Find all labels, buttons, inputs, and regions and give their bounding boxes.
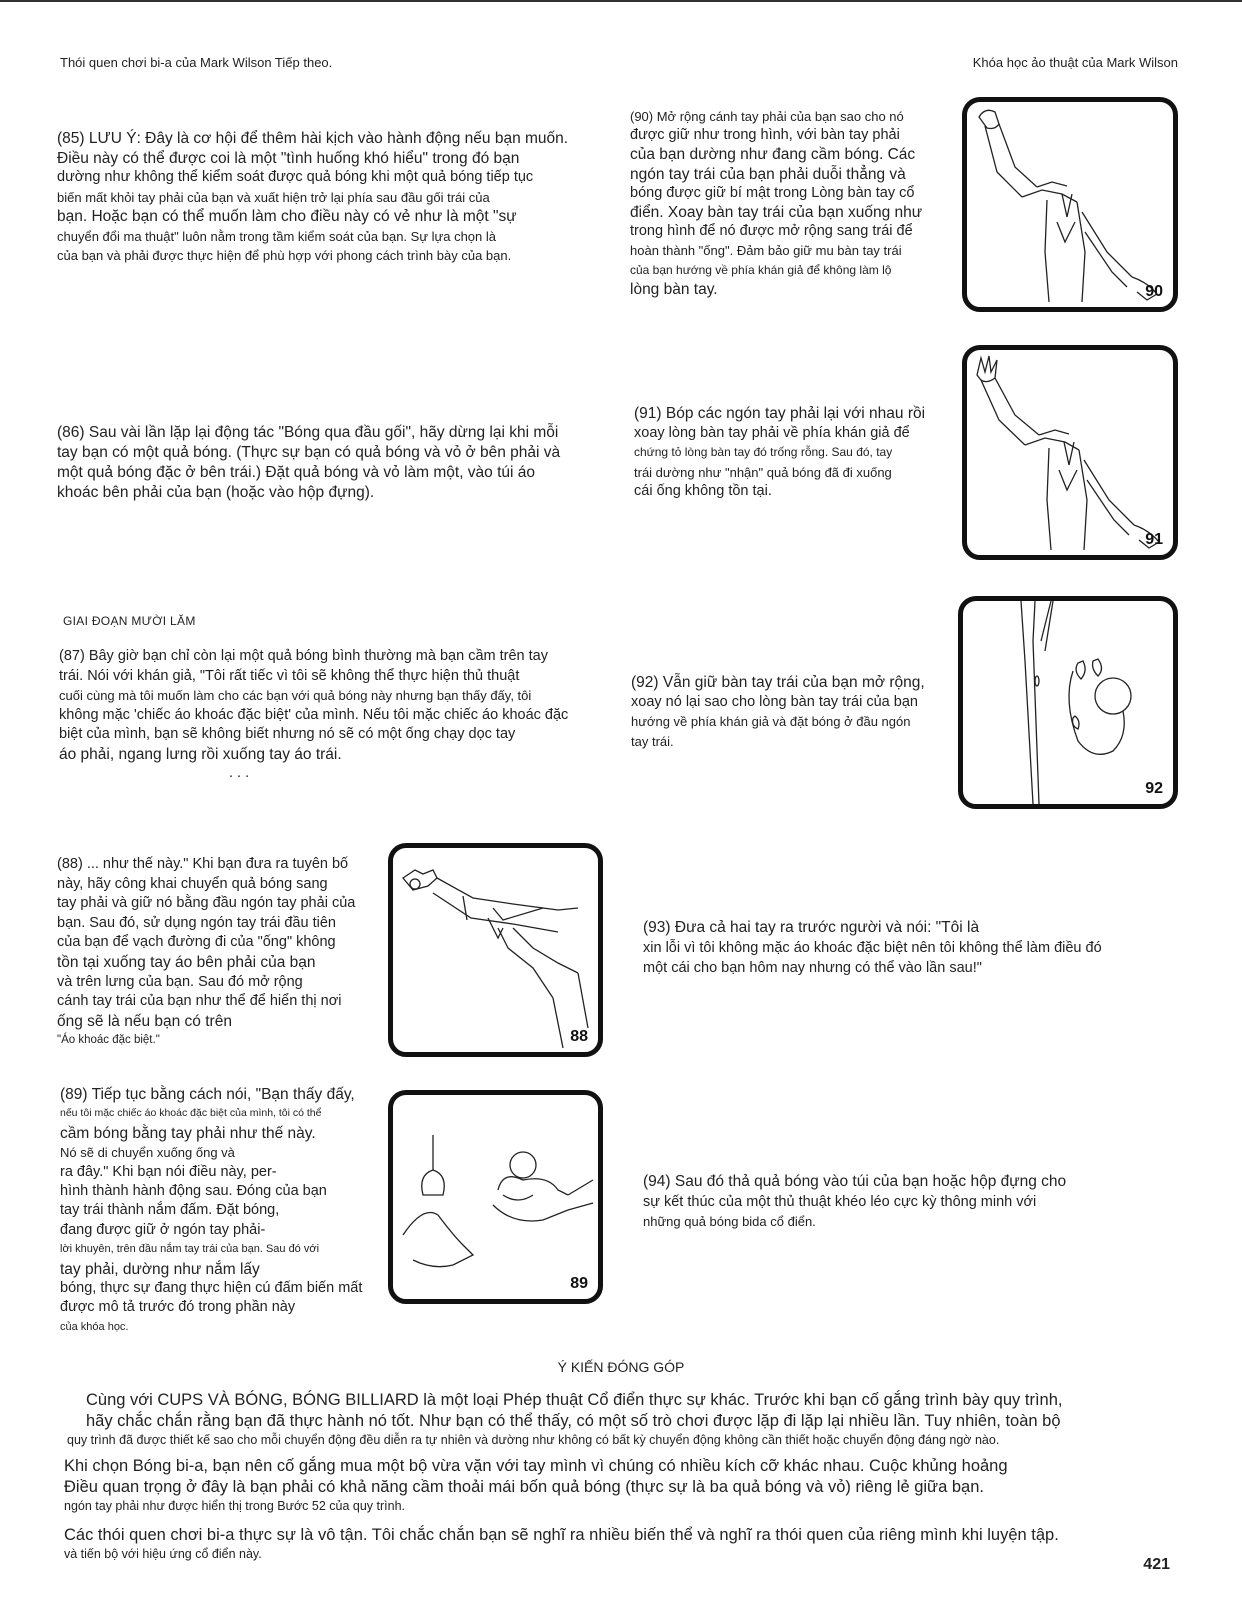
running-header-left: Thói quen chơi bi-a của Mark Wilson Tiếp theo.	[60, 55, 333, 70]
comments-title: Ý KIẾN ĐÓNG GÓP	[557, 1359, 685, 1375]
step-88-line: ống sẽ là nếu bạn có trên	[57, 1012, 232, 1030]
step-88-line: này, hãy công khai chuyển quả bóng sang	[57, 875, 328, 892]
step-92-line: xoay nó lại sao cho lòng bàn tay trái của bạn	[631, 693, 918, 710]
step-88-line: của bạn để vạch đường đi của "ống" không	[57, 934, 336, 951]
step-88-line: và trên lưng của bạn. Sau đó mở rộng	[57, 973, 303, 990]
step-93	[643, 918, 1203, 978]
figure-90	[962, 97, 1178, 312]
step-85-line: (85) LƯU Ý: Đây là cơ hội để thêm hài kịch vào hành động nếu bạn muốn.	[57, 130, 569, 147]
step-89-line: Nó sẽ di chuyển xuống ống và	[60, 1145, 235, 1161]
step-89-line: cầm bóng bằng tay phải như thế này.	[60, 1124, 316, 1142]
step-90-line: của bạn dường như đang cầm bóng. Các	[630, 146, 916, 164]
figure-89-number: 89	[570, 1275, 588, 1292]
step-90-line: bóng được giữ bí mật trong Lòng bàn tay cổ	[630, 184, 915, 201]
comments-line: ngón tay phải như được hiển thị trong Bước 52 của quy trình.	[64, 1499, 406, 1513]
step-89-line: ra đây." Khi bạn nói điều này, per-	[60, 1163, 277, 1180]
step-90-line: điển. Xoay bàn tay trái của bạn xuống như	[630, 204, 923, 222]
step-92-line: (92) Vẫn giữ bàn tay trái của bạn mở rộng,	[631, 674, 925, 691]
step-90-line: hoàn thành "ống". Đảm bảo giữ mu bàn tay trái	[630, 243, 902, 259]
step-90-line: của bạn hướng về phía khán giả để không làm lộ	[630, 262, 892, 277]
illustration-hand-with-ball	[963, 601, 1173, 804]
step-93-line: xin lỗi vì tôi không mặc áo khoác đặc biệt nên tôi không thể làm điều đó	[643, 940, 1102, 956]
step-87-line: không mặc 'chiếc áo khoác đặc biệt' của mình. Nếu tôi mặc chiếc áo khoác đặc	[59, 706, 569, 723]
step-89-line: đang được giữ ở ngón tay phải-	[60, 1221, 266, 1238]
step-89-line: được mô tả trước đó trong phần này	[60, 1299, 296, 1316]
step-89	[60, 1085, 380, 1337]
page-number: 421	[1143, 1556, 1170, 1573]
figure-89	[388, 1090, 603, 1304]
figure-91-number: 91	[1145, 531, 1163, 548]
step-87-ellipsis: . . .	[229, 765, 250, 781]
step-89-line: của khóa học.	[60, 1320, 129, 1333]
step-89-line: lời khuyên, trên đầu nắm tay trái của bạn. Sau đó với	[60, 1243, 320, 1256]
step-88-line: bạn. Sau đó, sử dụng ngón tay trái đầu tiên	[57, 914, 336, 931]
illustration-arm-open-palm	[967, 350, 1173, 555]
step-86-line: (86) Sau vài lần lặp lại động tác "Bóng qua đầu gối", hãy dừng lại khi mỗi	[57, 424, 559, 441]
comments-line: và tiến bộ với hiệu ứng cổ điển này.	[64, 1547, 262, 1561]
step-88	[57, 855, 377, 1051]
step-90-line: ngón tay trái của bạn phải duỗi thẳng và	[630, 165, 906, 183]
comments-line: quy trình đã được thiết kế sao cho mỗi chuyển động đều diễn ra tự nhiên và dường như không có bất kỳ chuyển động không cần thiết hoặc chuyển động đáng ngờ nào.	[67, 1433, 1000, 1447]
step-87-line: trái. Nói với khán giả, "Tôi rất tiếc vì tôi sẽ không thể thực hiện thủ thuật	[59, 667, 520, 684]
step-91-line: (91) Bóp các ngón tay phải lại với nhau rồi	[634, 405, 926, 422]
step-91-line: trái dường như "nhận" quả bóng đã đi xuống	[634, 464, 892, 480]
step-91-line: chứng tỏ lòng bàn tay đó trống rỗng. Sau đó, tay	[634, 445, 893, 459]
comments-line: hãy chắc chắn rằng bạn đã thực hành nó tốt. Như bạn có thể thấy, có một số trò chơi được lặp đi lặp lại nhiều lần. Tuy nhiên, toàn bộ	[86, 1412, 1061, 1430]
comments-body	[64, 1390, 1224, 1563]
comments-line: Khi chọn Bóng bi-a, bạn nên cố gắng mua một bộ vừa vặn với tay mình vì chúng có nhiều kích cỡ khác nhau. Cuộc khủng hoảng	[64, 1457, 1008, 1475]
illustration-arm-extended	[967, 102, 1173, 307]
step-88-line: (88) ... như thế này." Khi bạn đưa ra tuyên bố	[57, 856, 349, 872]
comments-line: Điều quan trọng ở đây là bạn phải có khả năng cầm thoải mái bốn quả bóng (thực sự là ba quả bóng và vỏ) riêng lẻ giữa bạn.	[64, 1478, 984, 1496]
figure-91	[962, 345, 1178, 560]
comments-line: Các thói quen chơi bi-a thực sự là vô tận. Tôi chắc chắn bạn sẽ nghĩ ra nhiều biến thể và nghĩ ra thói quen của riêng mình khi luyện tập.	[64, 1526, 1059, 1544]
step-92-line: tay trái.	[631, 733, 674, 749]
step-86-line: một quả bóng đặc ở bên trái.) Đặt quả bóng và vỏ làm một, vào túi áo	[57, 464, 536, 481]
step-91	[634, 404, 949, 502]
figure-92-number: 92	[1145, 780, 1163, 797]
step-92-line: hướng về phía khán giả và đặt bóng ở đầu ngón	[631, 714, 911, 729]
step-88-line: tồn tại xuống tay áo bên phải của bạn	[57, 953, 316, 971]
step-89-line: nếu tôi mặc chiếc áo khoác đặc biệt của mình, tôi có thể	[60, 1107, 322, 1120]
step-89-line: tay phải, dường như nắm lấy	[60, 1260, 260, 1278]
step-90-line: trong hình để nó được mở rộng sang trái để	[630, 223, 913, 240]
step-94-line: sự kết thúc của một thủ thuật khéo léo cực kỳ thông minh với	[643, 1194, 1037, 1210]
step-92	[631, 673, 946, 751]
figure-88-number: 88	[570, 1028, 588, 1045]
step-89-line: (89) Tiếp tục bằng cách nói, "Bạn thấy đấy,	[60, 1086, 355, 1103]
illustration-two-hands-ball	[393, 1095, 598, 1299]
figure-92	[958, 596, 1178, 809]
top-border	[0, 0, 1242, 2]
step-87-line: biệt của mình, bạn sẽ không biết nhưng nó sẽ có một ống chạy dọc tay	[59, 726, 516, 742]
step-94	[643, 1172, 1203, 1232]
step-85-line: biến mất khỏi tay phải của bạn và xuất hiện trở lại phía sau đầu gối trái của	[57, 189, 490, 205]
figure-90-number: 90	[1145, 283, 1163, 300]
step-86-line: tay bạn có một quả bóng. (Thực sự bạn có quả bóng và vỏ ở bên phải và	[57, 444, 561, 461]
step-85-line: Điều này có thể được coi là một "tình huống khó hiểu" trong đó bạn	[57, 149, 520, 167]
step-89-line: tay trái thành nắm đấm. Đặt bóng,	[60, 1202, 280, 1219]
section-title: GIAI ĐOẠN MƯỜI LĂM	[63, 614, 196, 628]
step-87-line: cuối cùng mà tôi muốn làm cho các bạn với quả bóng này nhưng bạn thấy đấy, tôi	[59, 688, 532, 703]
step-91-line: cái ống không tồn tại.	[634, 483, 772, 499]
step-94-line: (94) Sau đó thả quả bóng vào túi của bạn hoặc hộp đựng cho	[643, 1173, 1067, 1190]
comments-line: Cùng với CUPS VÀ BÓNG, BÓNG BILLIARD là một loại Phép thuật Cổ điển thực sự khác. Trước khi bạn cố gắng trình bày quy trình,	[86, 1391, 1063, 1409]
step-90-line: lòng bàn tay.	[630, 280, 718, 298]
step-94-line: những quả bóng bida cổ điển.	[643, 1214, 816, 1229]
step-90-line: được giữ như trong hình, với bàn tay phải	[630, 127, 900, 144]
step-86-line: khoác bên phải của bạn (hoặc vào hộp đựng).	[57, 484, 375, 501]
step-91-line: xoay lòng bàn tay phải về phía khán giả để	[634, 424, 910, 441]
step-93-line: (93) Đưa cả hai tay ra trước người và nói: "Tôi là	[643, 919, 980, 936]
step-87-line: áo phải, ngang lưng rồi xuống tay áo trái.	[59, 745, 342, 763]
step-85-line: chuyển đổi ma thuật" luôn nằm trong tầm kiểm soát của bạn. Sự lựa chọn là	[57, 228, 496, 244]
step-85-line: bạn. Hoặc bạn có thể muốn làm cho điều này có vẻ như là một "sự	[57, 208, 517, 225]
step-89-line: hình thành hành động sau. Đóng của bạn	[60, 1183, 327, 1200]
step-90	[630, 107, 945, 299]
step-88-line: "Áo khoác đặc biệt."	[57, 1034, 160, 1047]
step-89-line: bóng, thực sự đang thực hiện cú đấm biến mất	[60, 1280, 363, 1297]
step-88-line: tay phải và giữ nó bằng đầu ngón tay phải của	[57, 895, 356, 912]
step-90-line: (90) Mở rộng cánh tay phải của bạn sao cho nó	[630, 109, 904, 124]
step-88-line: cánh tay trái của bạn như thể để hiển thị nơi	[57, 993, 342, 1010]
step-85-line: dường như không thể kiểm soát được quả bóng khi một quả bóng tiếp tục	[57, 169, 534, 185]
step-93-line: một cái cho bạn hôm nay nhưng có thể vào lần sau!"	[643, 960, 982, 976]
running-header-right: Khóa học ảo thuật của Mark Wilson	[972, 55, 1178, 70]
illustration-tracing-sleeve	[393, 848, 598, 1052]
step-87-line: (87) Bây giờ bạn chỉ còn lại một quả bóng bình thường mà bạn cầm trên tay	[59, 648, 548, 664]
step-87	[59, 647, 599, 784]
step-85	[57, 129, 597, 266]
step-86	[57, 423, 597, 503]
step-85-line: của bạn và phải được thực hiện để phù hợp với phong cách trình bày của bạn.	[57, 248, 512, 263]
figure-88	[388, 843, 603, 1057]
